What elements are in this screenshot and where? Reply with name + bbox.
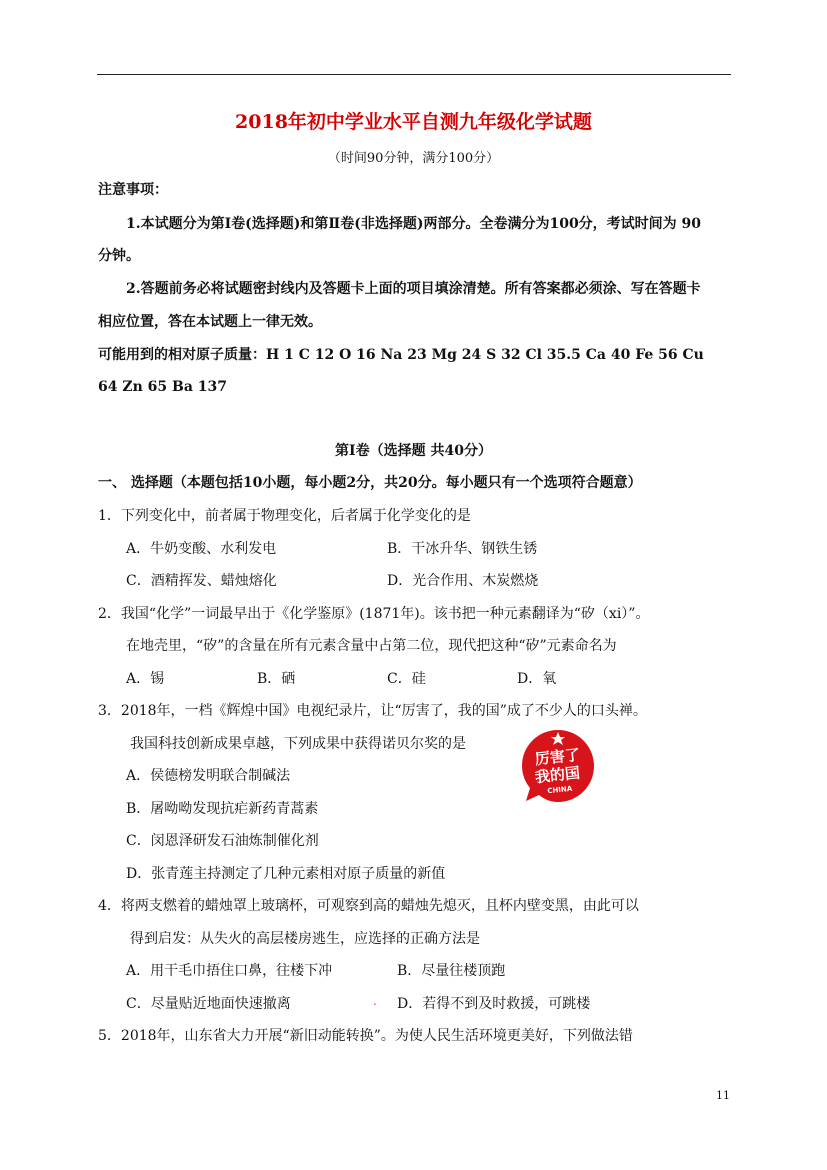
question-3-option-d: D．张青莲主持测定了几种元素相对原子质量的新值 [126, 866, 446, 882]
question-2-stem-line-1: 2．我国“化学”一词最早出于《化学鉴原》(1871年)。该书把一种元素翻译为“矽（xi）”。 [98, 606, 650, 622]
question-4-option-b: B．尽量往楼顶跑 [397, 963, 506, 979]
question-2-stem-line-2: 在地壳里，“矽”的含量在所有元素含量中占第二位，现代把这种“矽”元素命名为 [126, 638, 617, 654]
header-rule [97, 74, 731, 75]
page-number: 11 [716, 1089, 730, 1102]
section-title: 第Ⅰ卷（选择题 共40分） [335, 443, 492, 459]
question-3-option-c: C．闵恩泽研发石油炼制催化剂 [126, 833, 319, 849]
question-3-option-a: A．侯德榜发明联合制碱法 [126, 768, 291, 784]
question-1-option-c: C．酒精挥发、蜡烛熔化 [126, 573, 277, 589]
question-3-stem-line-1: 3．2018年，一档《辉煌中国》电视纪录片，让“厉害了，我的国”成了不少人的口头禅。 [98, 703, 647, 719]
question-3-option-b: B．屠呦呦发现抗疟新药青蒿素 [126, 801, 319, 817]
svg-text:我的国: 我的国 [534, 763, 581, 787]
notes-item-1-line-2: 分钟。 [98, 248, 140, 264]
slogan-stamp-logo [520, 728, 596, 804]
svg-text:厉害了: 厉害了 [534, 745, 581, 769]
stray-dot: . [373, 994, 377, 1008]
exam-title: 2018年初中学业水平自测九年级化学试题 [235, 111, 592, 133]
exam-subtitle: （时间90分钟，满分100分） [327, 151, 500, 166]
slogan-stamp-graphic [520, 728, 596, 804]
question-3-stem-line-2: 我国科技创新成果卓越，下列成果中获得诺贝尔奖的是 [130, 736, 466, 752]
question-4-stem-line-1: 4．将两支燃着的蜡烛罩上玻璃杯，可观察到高的蜡烛先熄灭，且杯内壁变黑，由此可以 [98, 898, 639, 914]
question-2-option-a: A．锡 [126, 671, 165, 687]
question-2-option-c: C．硅 [387, 671, 426, 687]
notes-heading: 注意事项： [98, 182, 168, 198]
question-4-option-a: A．用干毛巾捂住口鼻，往楼下冲 [126, 963, 333, 979]
question-1-option-b: B．干冰升华、钢铁生锈 [387, 541, 538, 557]
question-4-stem-line-2: 得到启发：从失火的高层楼房逃生，应选择的正确方法是 [130, 931, 480, 947]
notes-item-2-line-2: 相应位置，答在本试题上一律无效。 [98, 314, 322, 330]
section-instruction: 一、 选择题（本题包括10小题，每小题2分，共20分。每小题只有一个选项符合题意） [98, 475, 642, 491]
notes-item-2-line-1: 2.答题前务必将试题密封线内及答题卡上面的项目填涂清楚。所有答案都必须涂、写在答题卡 [126, 281, 701, 297]
notes-item-1-line-1: 1.本试题分为第Ⅰ卷(选择题)和第Ⅱ卷(非选择题)两部分。全卷满分为100分，考试时间为 90 [126, 216, 702, 232]
question-1-stem: 1．下列变化中，前者属于物理变化，后者属于化学变化的是 [98, 508, 471, 524]
question-2-option-b: B．硒 [257, 671, 296, 687]
question-1-option-a: A．牛奶变酸、水利发电 [126, 541, 277, 557]
atomic-mass-line-2: 64 Zn 65 Ba 137 [98, 379, 227, 395]
question-1-option-d: D．光合作用、木炭燃烧 [387, 573, 539, 589]
question-5-stem-line-1: 5．2018年，山东省大力开展“新旧动能转换”。为使人民生活环境更美好，下列做法错 [98, 1028, 633, 1044]
question-4-option-d: D．若得不到及时救援，可跳楼 [397, 996, 591, 1012]
svg-text:CHINA: CHINA [546, 784, 573, 796]
question-4-option-c: C．尽量贴近地面快速撤离 [126, 996, 291, 1012]
question-2-option-d: D．氧 [517, 671, 557, 687]
atomic-mass-line-1: 可能用到的相对原子质量：H 1 C 12 O 16 Na 23 Mg 24 S 32 Cl 35.5 Ca 40 Fe 56 Cu [98, 347, 704, 363]
